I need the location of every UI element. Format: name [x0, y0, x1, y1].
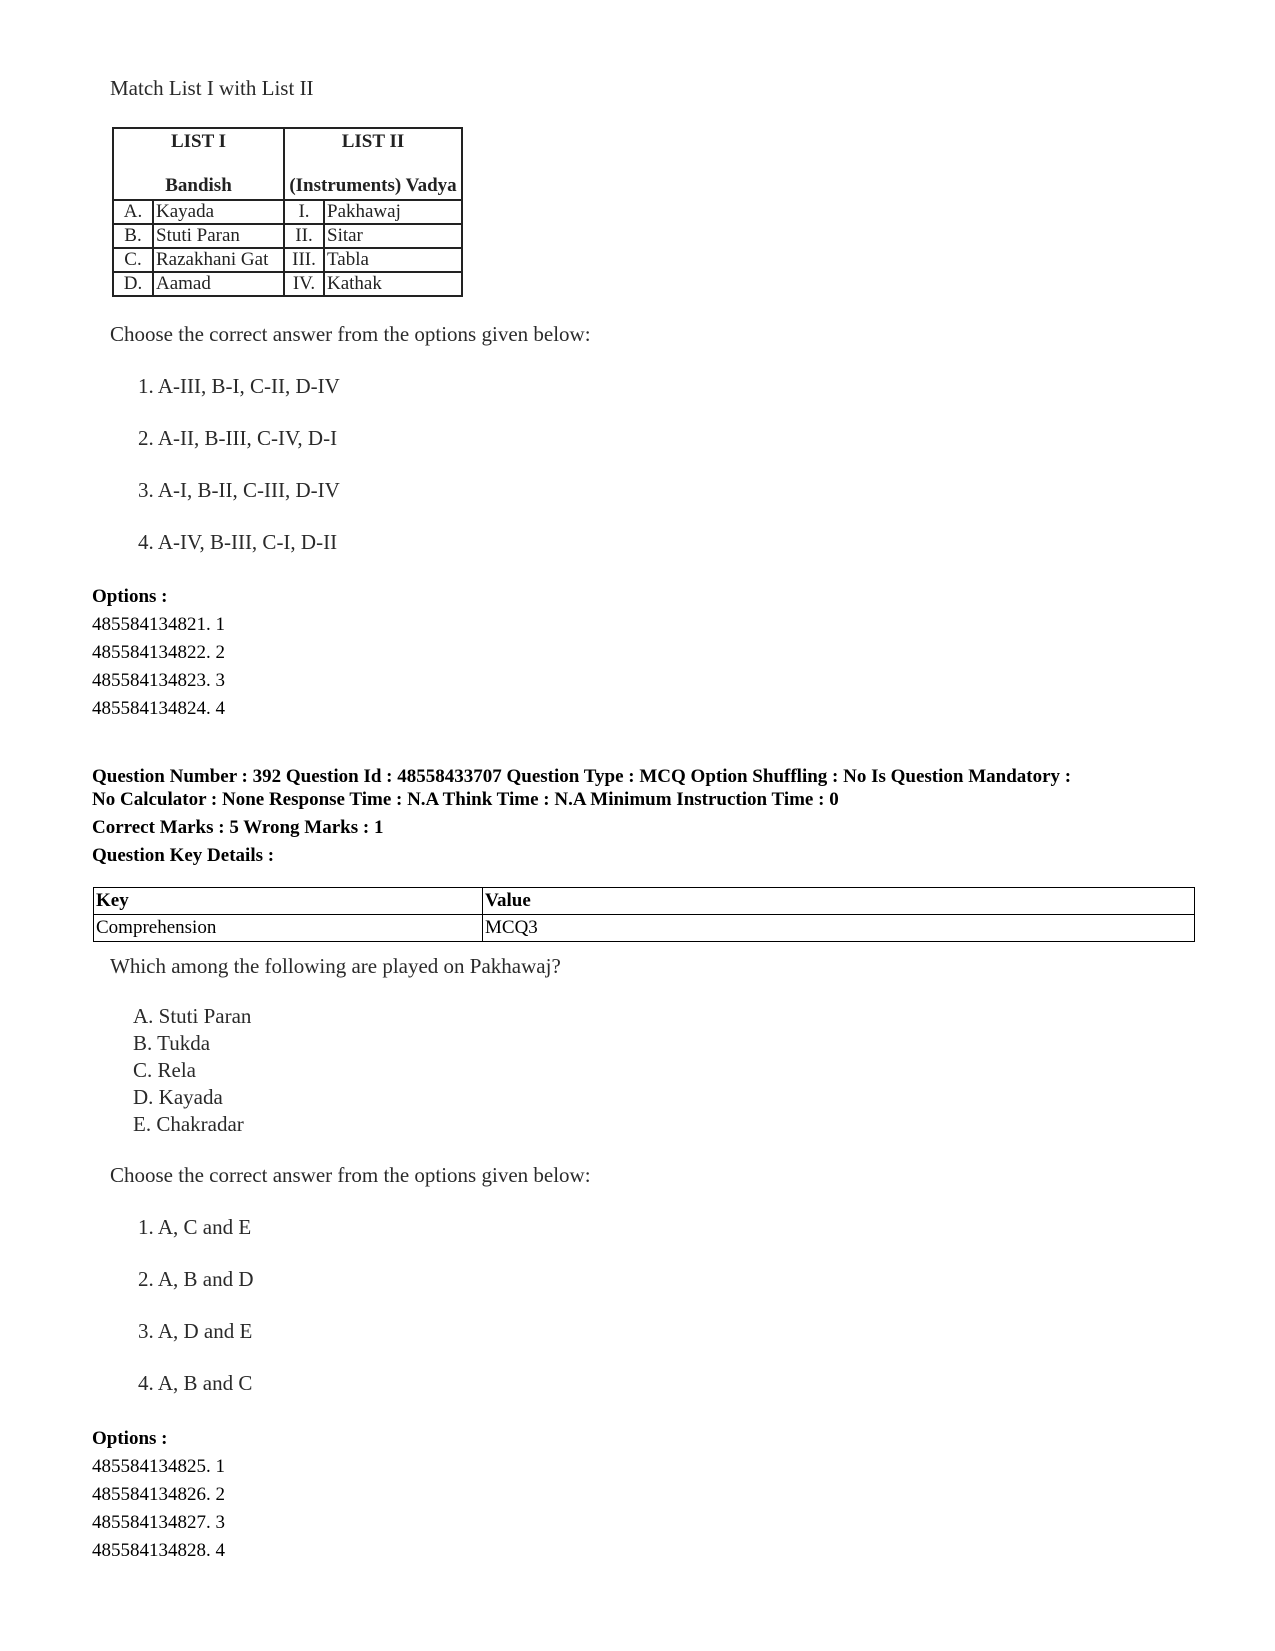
key-details-label: Question Key Details :: [92, 845, 275, 866]
option-id: 485584134822. 2: [92, 642, 225, 663]
options-label: Options :: [92, 1428, 168, 1449]
list1-letter: D.: [113, 272, 153, 296]
option-id: 485584134825. 1: [92, 1456, 225, 1477]
question-text: Which among the following are played on Pakhawaj?: [110, 954, 561, 978]
list1-item: Stuti Paran: [153, 224, 284, 248]
list2-item: Pakhawaj: [324, 200, 462, 224]
list2-header: [284, 128, 462, 200]
table-row: [113, 248, 462, 272]
list2-item: Sitar: [324, 224, 462, 248]
table-row: [113, 224, 462, 248]
option-id: 485584134828. 4: [92, 1540, 225, 1561]
option-id: 485584134823. 3: [92, 670, 225, 691]
value-header: Value: [483, 888, 1195, 915]
list1-header: [113, 128, 284, 200]
list-item: E. Chakradar: [133, 1112, 244, 1136]
list1-subtitle: Bandish: [165, 175, 232, 196]
list1-item: Kayada: [153, 200, 284, 224]
list2-title: LIST II: [341, 131, 405, 152]
option-id: 485584134821. 1: [92, 614, 225, 635]
list1-letter: C.: [113, 248, 153, 272]
list2-item: Kathak: [324, 272, 462, 296]
list2-numeral: IV.: [284, 272, 324, 296]
key-cell: Comprehension: [94, 915, 483, 942]
marks-line: Correct Marks : 5 Wrong Marks : 1: [92, 817, 384, 838]
answer-choice: 4. A-IV, B-III, C-I, D-II: [138, 530, 338, 554]
option-id: 485584134827. 3: [92, 1512, 225, 1533]
table-header-row: [94, 888, 1195, 915]
option-id: 485584134824. 4: [92, 698, 225, 719]
list1-letter: B.: [113, 224, 153, 248]
answer-choice: 4. A, B and C: [138, 1371, 253, 1395]
list-item: A. Stuti Paran: [133, 1004, 252, 1028]
list1-item: Razakhani Gat: [153, 248, 284, 272]
choose-answer-text: Choose the correct answer from the options given below:: [110, 1163, 591, 1187]
key-header: Key: [94, 888, 483, 915]
choose-answer-text: Choose the correct answer from the options given below:: [110, 322, 591, 346]
match-table: [112, 127, 463, 297]
key-details-table: [93, 887, 1195, 942]
answer-choice: 2. A, B and D: [138, 1267, 254, 1291]
list-item: B. Tukda: [133, 1031, 211, 1055]
list2-item: Tabla: [324, 248, 462, 272]
list2-numeral: I.: [284, 200, 324, 224]
list2-numeral: III.: [284, 248, 324, 272]
list2-subtitle: (Instruments) Vadya: [289, 175, 457, 196]
answer-choice: 3. A, D and E: [138, 1319, 253, 1343]
option-id: 485584134826. 2: [92, 1484, 225, 1505]
answer-choice: 3. A-I, B-II, C-III, D-IV: [138, 478, 340, 502]
options-label: Options :: [92, 586, 168, 607]
question-meta-line1: Question Number : 392 Question Id : 48558433707 Question Type : MCQ Option Shuffling : No Is Question Mandatory :: [92, 766, 1072, 787]
list1-title: LIST I: [170, 131, 227, 152]
list-item: D. Kayada: [133, 1085, 223, 1109]
match-instruction: Match List I with List II: [110, 76, 314, 100]
answer-choice: 1. A-III, B-I, C-II, D-IV: [138, 374, 340, 398]
list1-letter: A.: [113, 200, 153, 224]
list-item: C. Rela: [133, 1058, 196, 1082]
list1-item: Aamad: [153, 272, 284, 296]
answer-choice: 1. A, C and E: [138, 1215, 252, 1239]
table-row: [113, 200, 462, 224]
table-row: [113, 272, 462, 296]
value-cell: MCQ3: [483, 915, 1195, 942]
list2-numeral: II.: [284, 224, 324, 248]
question-meta-line2: No Calculator : None Response Time : N.A Think Time : N.A Minimum Instruction Time : 0: [92, 789, 839, 810]
table-row: [94, 915, 1195, 942]
answer-choice: 2. A-II, B-III, C-IV, D-I: [138, 426, 338, 450]
